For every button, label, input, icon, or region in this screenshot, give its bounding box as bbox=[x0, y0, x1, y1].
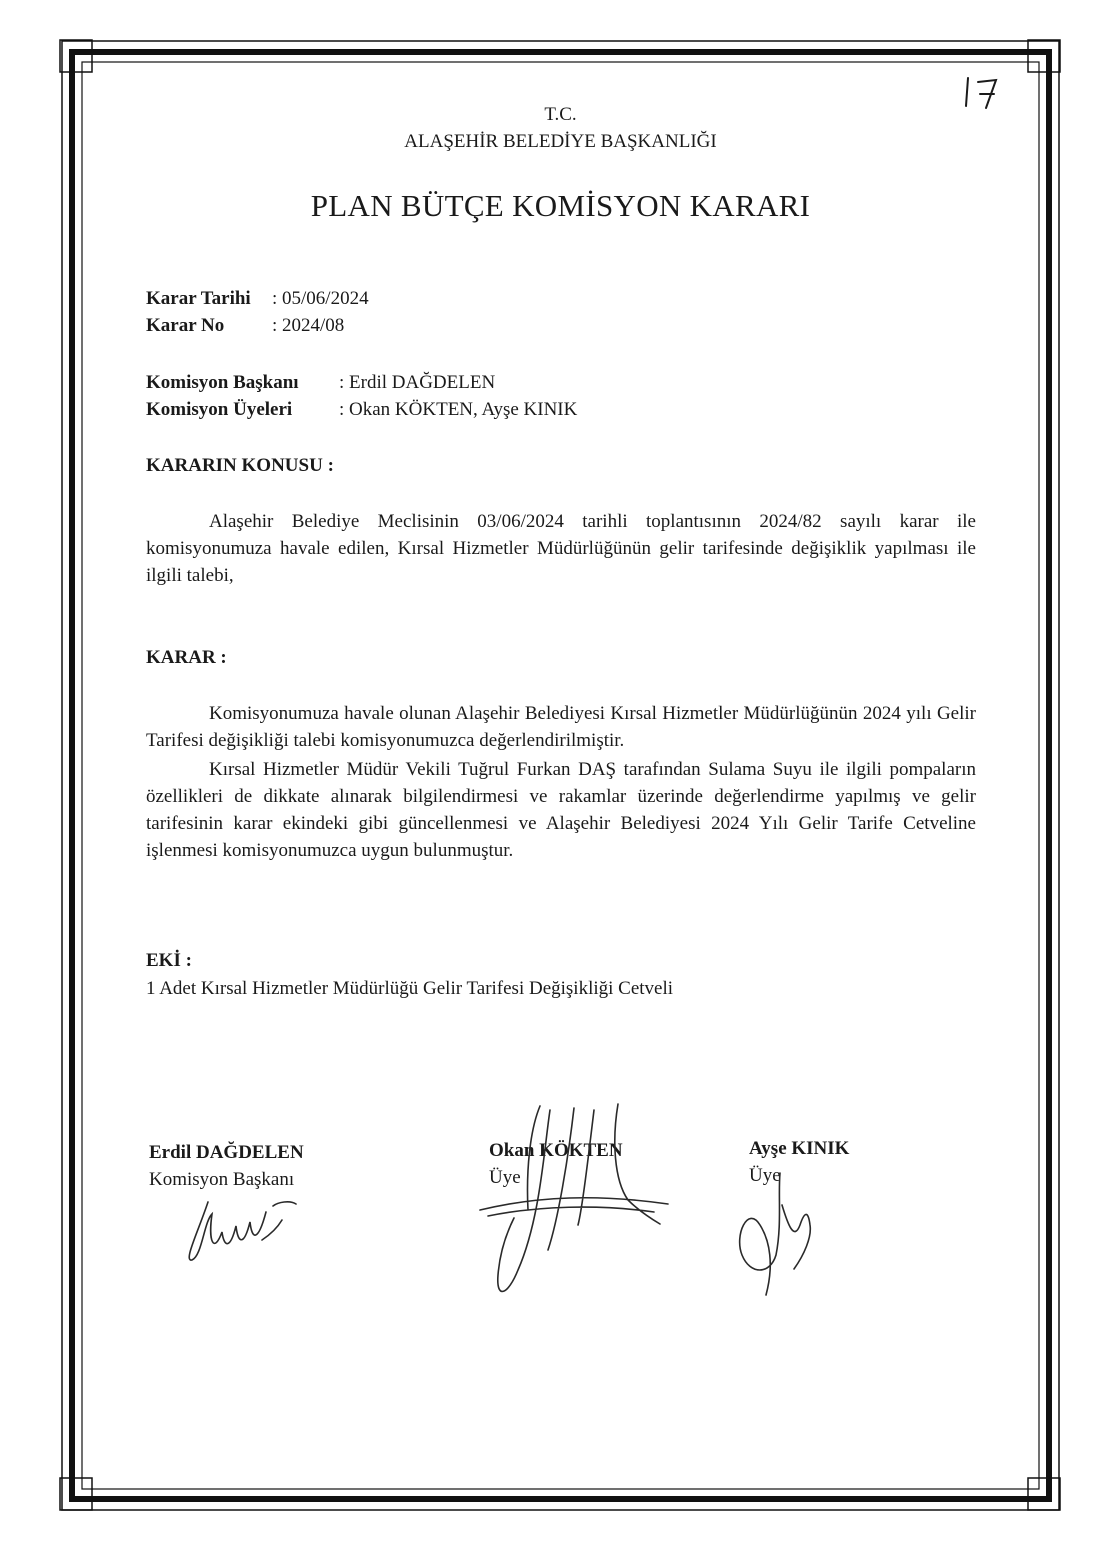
attachment-text: 1 Adet Kırsal Hizmetler Müdürlüğü Gelir Tarifesi Değişikliği Cetveli bbox=[146, 978, 674, 999]
decision-number-value: : 2024/08 bbox=[272, 315, 345, 336]
decision-date-label: Karar Tarihi bbox=[146, 288, 251, 309]
signature-member-1 bbox=[478, 1100, 678, 1305]
decision-paragraph-1 bbox=[146, 700, 976, 754]
decision-heading: KARAR : bbox=[146, 647, 227, 668]
signatory-name-member-1: Okan KÖKTEN bbox=[489, 1140, 623, 1161]
subject-text: Alaşehir Belediye Meclisinin 03/06/2024 tarihli toplantısının 2024/82 sayılı karar ile komisyonumuza havale edilen, Kırsal Hizmetler Müdürlüğünün gelir tarifesinde değişiklik yapılması ile ilgili talebi, bbox=[146, 511, 976, 586]
commission-members-value: : Okan KÖKTEN, Ayşe KINIK bbox=[339, 399, 578, 420]
decision-date-row bbox=[146, 285, 369, 313]
signatory-role-member-2: Üye bbox=[749, 1165, 781, 1186]
decision-paragraph-2 bbox=[146, 756, 976, 864]
signatory-role-chair: Komisyon Başkanı bbox=[149, 1169, 295, 1190]
commission-chair-row bbox=[146, 369, 495, 397]
attachment-heading: EKİ : bbox=[146, 950, 192, 971]
signatory-name-member-2: Ayşe KINIK bbox=[749, 1138, 850, 1159]
signature-member-2 bbox=[730, 1165, 830, 1305]
document-title: PLAN BÜTÇE KOMİSYON KARARI bbox=[310, 188, 811, 223]
commission-members-row bbox=[146, 396, 577, 424]
commission-members-label: Komisyon Üyeleri bbox=[146, 399, 293, 420]
institution-heading: ALAŞEHİR BELEDİYE BAŞKANLIĞI bbox=[404, 131, 717, 152]
country-heading: T.C. bbox=[544, 104, 577, 125]
subject-paragraph bbox=[146, 508, 976, 589]
decision-text-2: Kırsal Hizmetler Müdür Vekili Tuğrul Furkan DAŞ tarafından Sulama Suyu ile ilgili pompaların özellikleri de dikkate alınarak bilgilendirmesi ve rakamlar üzerinde değerlendirme yapılmış ve gelir tarifesinin karar ekindeki gibi güncellenmesi ve Alaşehir Belediyesi 2024 Yılı Gelir Tarife Cetveline işlenmesi komisyonumuzca uygun bulunmuştur. bbox=[146, 759, 976, 861]
decision-number-row bbox=[146, 312, 344, 340]
decision-number-label: Karar No bbox=[146, 315, 225, 336]
commission-chair-label: Komisyon Başkanı bbox=[146, 372, 299, 393]
decision-text-1: Komisyonumuza havale olunan Alaşehir Belediyesi Kırsal Hizmetler Müdürlüğünün 2024 yılı Gelir Tarifesi değişikliği talebi komisyonumuzca değerlendirilmiştir. bbox=[146, 703, 976, 751]
subject-heading: KARARIN KONUSU : bbox=[146, 455, 334, 476]
signatory-role-member-1: Üye bbox=[489, 1167, 521, 1188]
signature-chair bbox=[178, 1192, 308, 1272]
commission-chair-value: : Erdil DAĞDELEN bbox=[339, 372, 496, 393]
decision-date-value: : 05/06/2024 bbox=[272, 288, 369, 309]
signatory-name-chair: Erdil DAĞDELEN bbox=[149, 1142, 304, 1163]
